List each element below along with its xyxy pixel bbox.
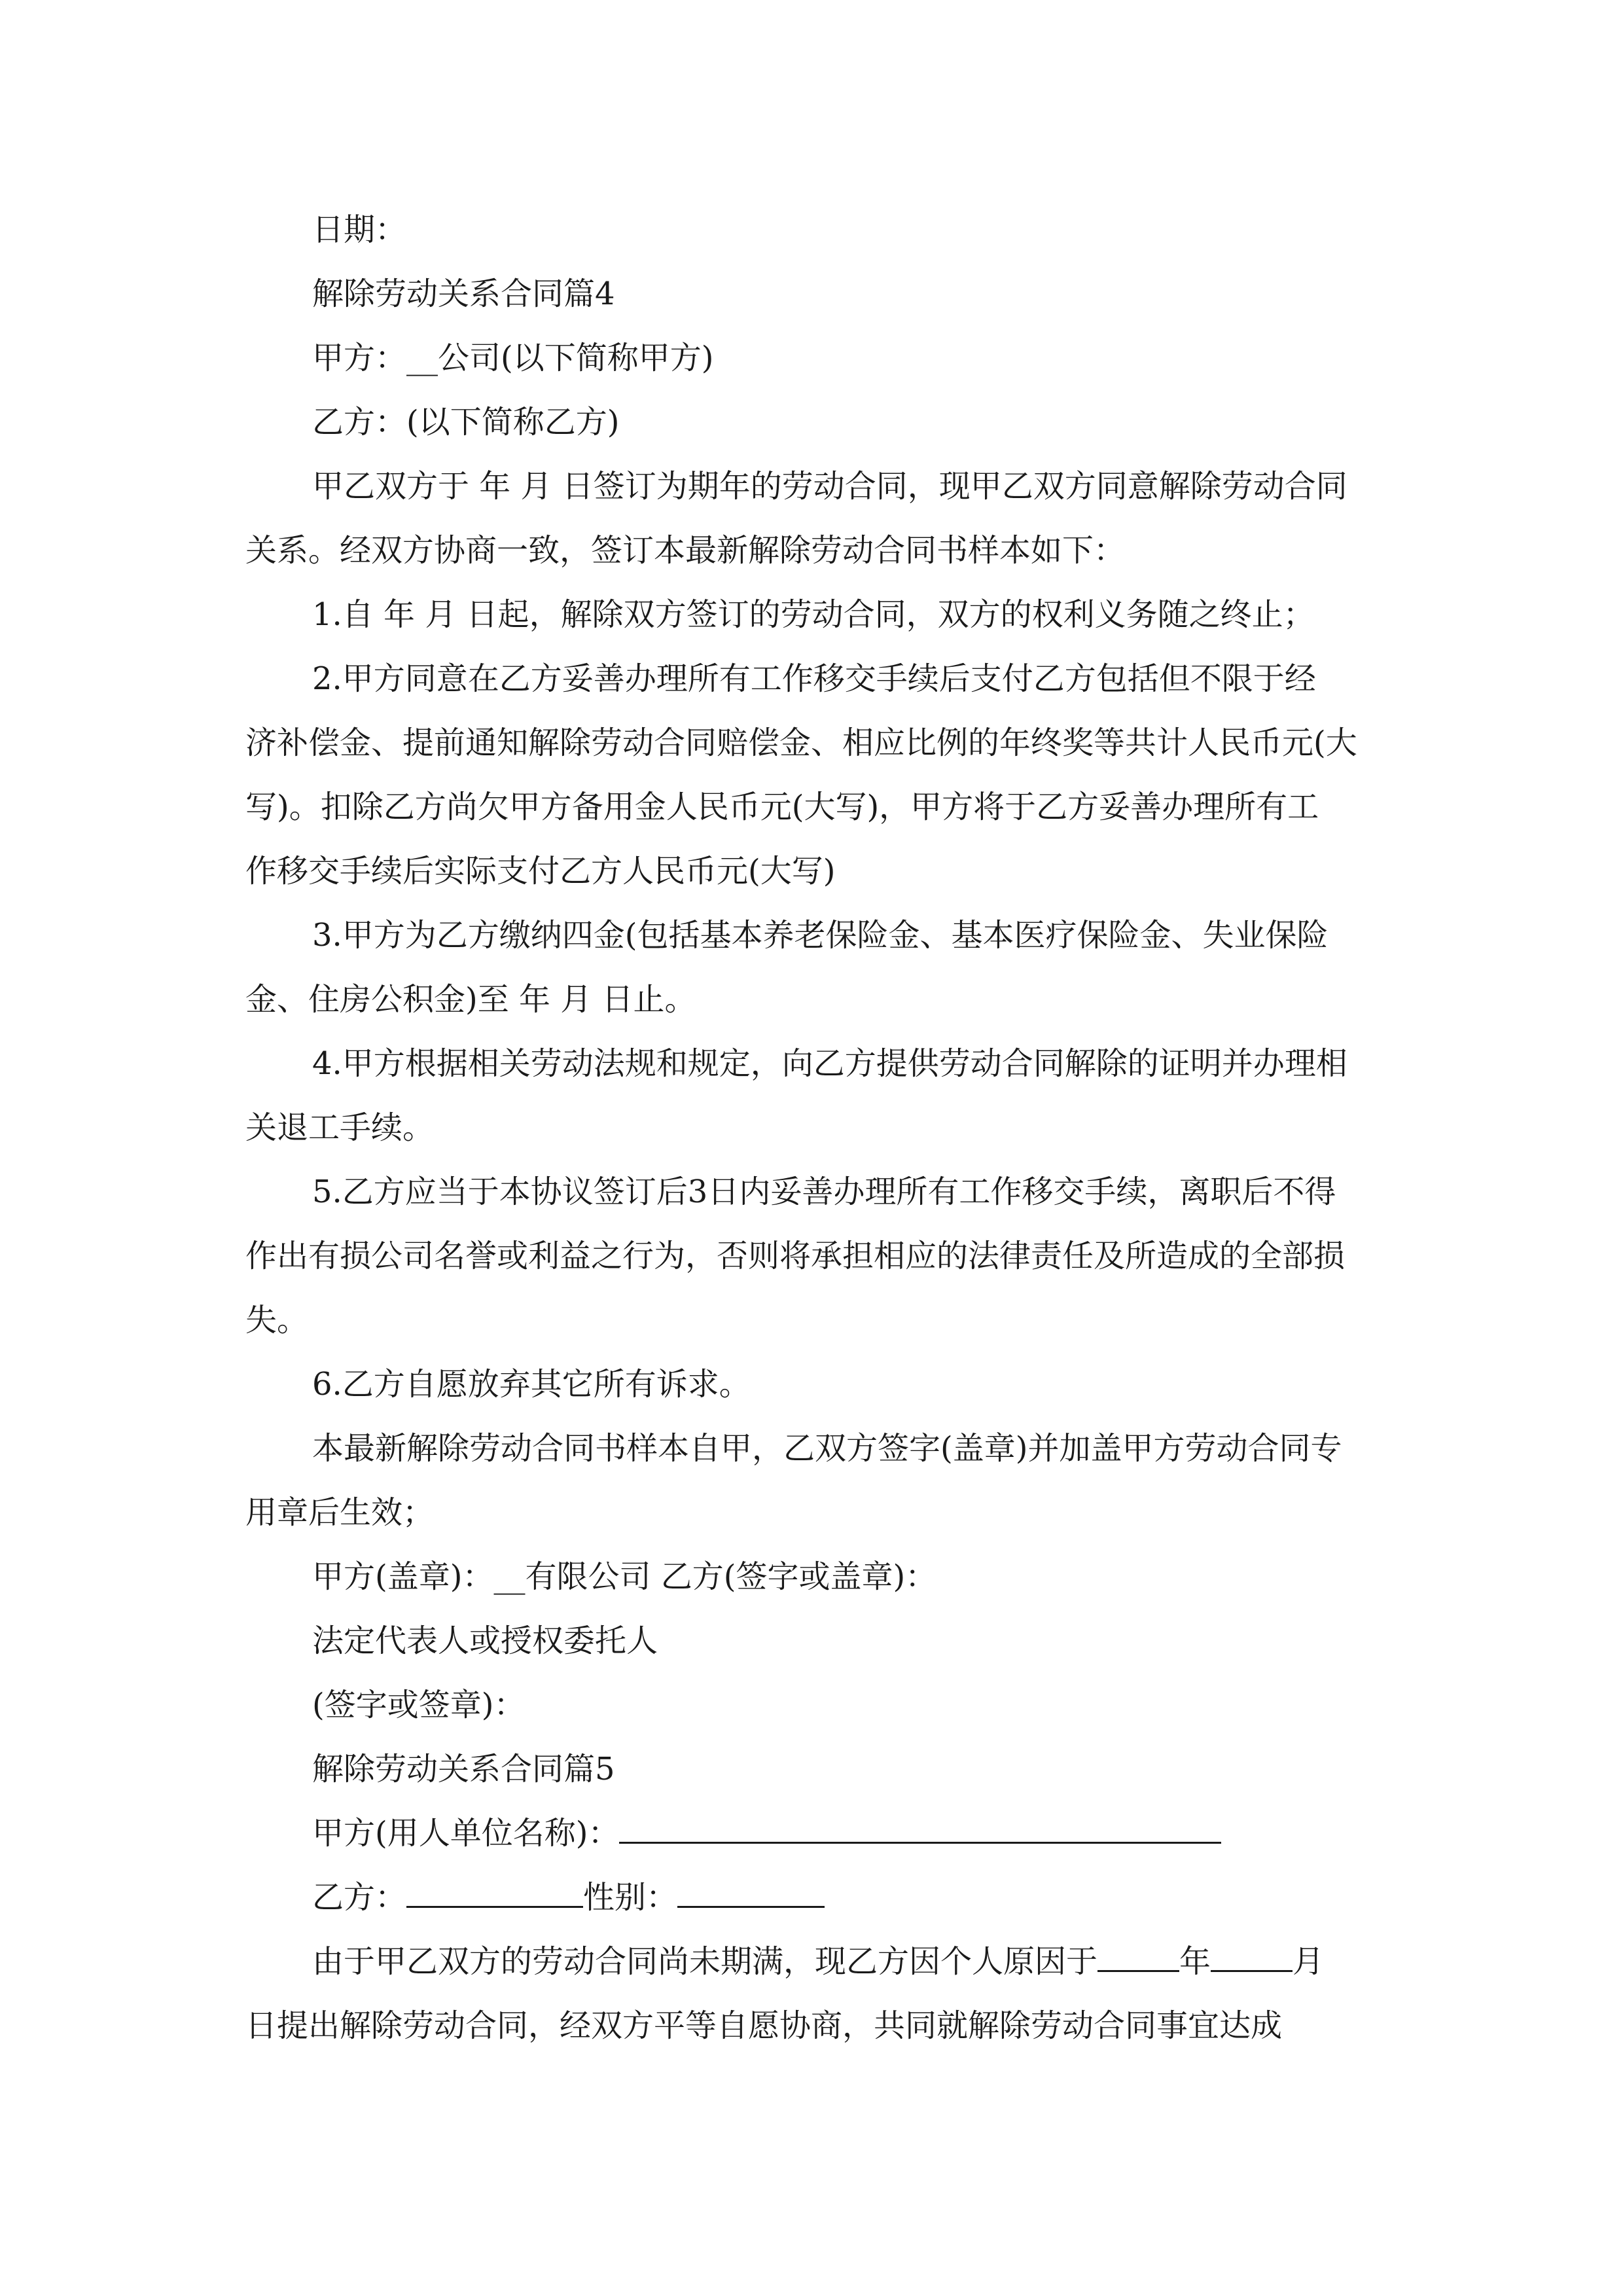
reason-text: 由于甲乙双方的劳动合同尚未期满，现乙方因个人原因于 (312, 1943, 1098, 1980)
clause-5-line: 作出有损公司名誉或利益之行为，否则将承担相应的法律责任及所造成的全部损 (245, 1238, 1346, 1274)
clause-5-line: 失。 (245, 1302, 309, 1338)
clause-3-line: 金、住房公积金)至 年 月 日止。 (245, 981, 696, 1018)
year-field[interactable] (1097, 1937, 1179, 1972)
employee-row (245, 1865, 1378, 1929)
reason-line (245, 1929, 1378, 1994)
clause-4-line: 4.甲方根据相关劳动法规和规定，向乙方提供劳动合同解除的证明并办理相 (312, 1045, 1347, 1082)
clause-2-line: 2.甲方同意在乙方妥善办理所有工作移交手续后支付乙方包括但不限于经 (312, 660, 1316, 697)
effective-clause-line: 用章后生效； (245, 1494, 435, 1531)
gender-label: 性别： (583, 1879, 678, 1916)
clause-2-line: 济补偿金、提前通知解除劳动合同赔偿金、相应比例的年终奖等共计人民币元(大 (245, 725, 1357, 761)
paragraph-intro-line: 关系。经双方协商一致，签订本最新解除劳动合同书样本如下： (245, 532, 1126, 569)
gender-field[interactable] (677, 1873, 825, 1908)
document-body (245, 198, 1378, 2058)
party-b-line: 乙方：(以下简称乙方) (312, 404, 620, 440)
clause-6: 6.乙方自愿放弃其它所有诉求。 (312, 1366, 751, 1403)
date-line: 日期： (312, 211, 407, 248)
section-heading-4: 解除劳动关系合同篇4 (312, 276, 615, 312)
month-field[interactable] (1211, 1937, 1293, 1972)
party-a-line: 甲方：__公司(以下简称甲方) (312, 340, 714, 376)
signature-line: 甲方(盖章)：__有限公司 乙方(签字或盖章)： (312, 1558, 937, 1595)
representative-line: 法定代表人或授权委托人 (312, 1623, 658, 1659)
employer-name-field[interactable] (619, 1809, 1221, 1844)
year-label: 年 (1179, 1943, 1211, 1980)
clause-5-line: 5.乙方应当于本协议签订后3日内妥善办理所有工作移交手续，离职后不得 (312, 1174, 1336, 1210)
employer-label: 甲方(用人单位名称)： (312, 1815, 620, 1852)
clause-1: 1.自 年 月 日起，解除双方签订的劳动合同，双方的权利义务随之终止； (312, 596, 1315, 633)
clause-2-line: 写)。扣除乙方尚欠甲方备用金人民币元(大写)，甲方将于乙方妥善办理所有工 (245, 789, 1319, 825)
paragraph-intro-line: 甲乙双方于 年 月 日签订为期年的劳动合同，现甲乙双方同意解除劳动合同 (312, 468, 1347, 505)
clause-4-line: 关退工手续。 (245, 1109, 435, 1146)
employee-name-field[interactable] (406, 1873, 583, 1908)
reason-continuation-line: 日提出解除劳动合同，经双方平等自愿协商，共同就解除劳动合同事宜达成 (245, 2007, 1283, 2044)
clause-2-line: 作移交手续后实际支付乙方人民币元(大写) (245, 853, 836, 889)
signature-stamp-line: (签字或签章)： (312, 1687, 526, 1723)
section-heading-5: 解除劳动关系合同篇5 (312, 1751, 615, 1787)
clause-3-line: 3.甲方为乙方缴纳四金(包括基本养老保险金、基本医疗保险金、失业保险 (312, 917, 1329, 954)
effective-clause-line: 本最新解除劳动合同书样本自甲，乙双方签字(盖章)并加盖甲方劳动合同专 (312, 1430, 1342, 1467)
employee-label: 乙方： (312, 1879, 407, 1916)
employer-name-row (245, 1801, 1378, 1865)
month-label: 月 (1293, 1943, 1325, 1980)
